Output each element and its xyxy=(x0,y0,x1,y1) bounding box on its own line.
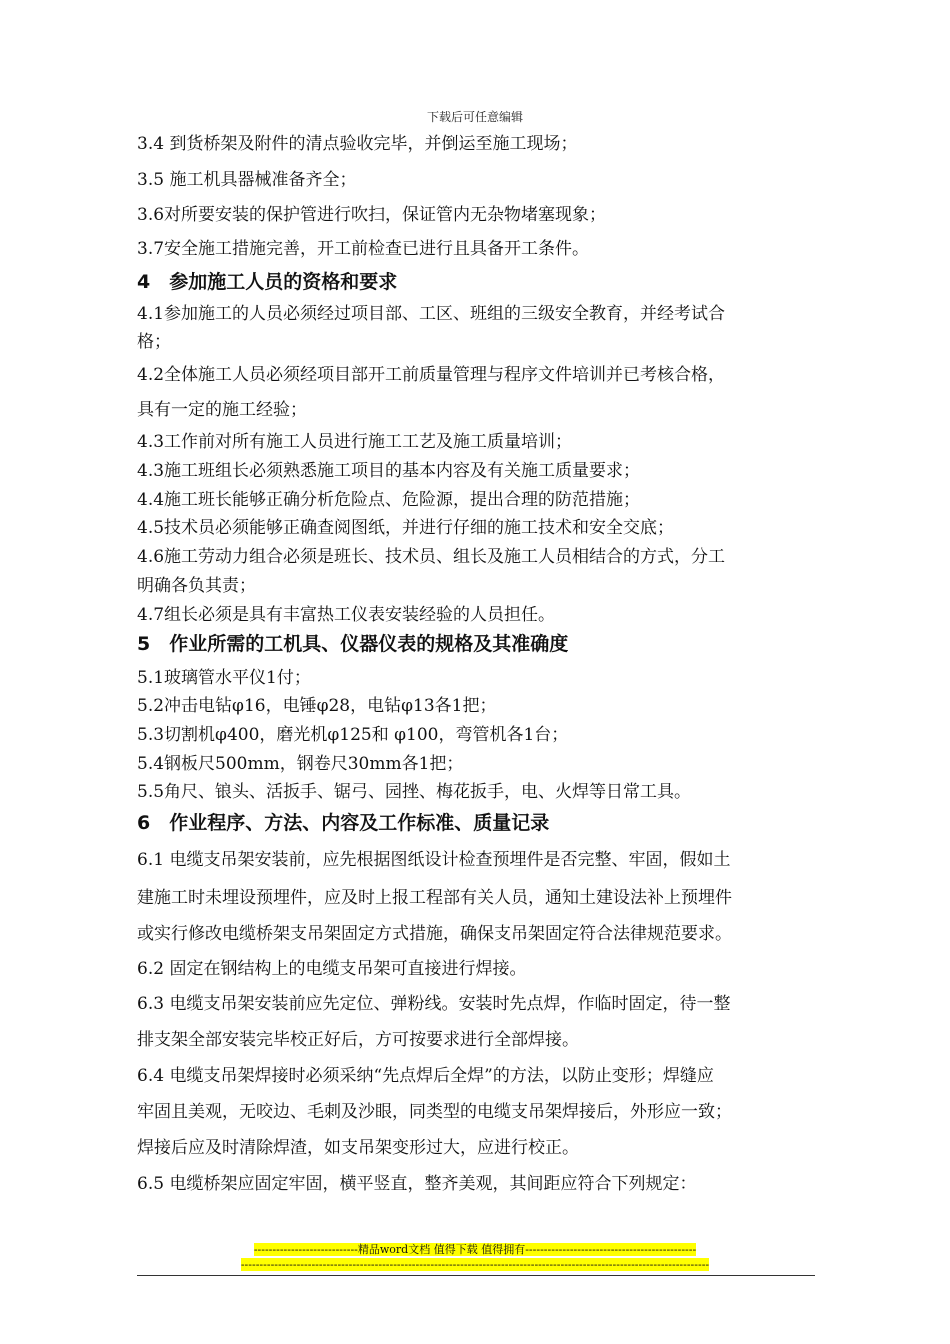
paragraph-line: 具有一定的施工经验； xyxy=(137,400,307,420)
paragraph-line: 格； xyxy=(137,332,171,352)
paragraph-line: 4.5技术员必须能够正确查阅图纸，并进行仔细的施工技术和安全交底； xyxy=(137,518,675,538)
paragraph-line: 6.1 电缆支吊架安装前，应先根据图纸设计检查预埋件是否完整、牢固，假如土 xyxy=(137,850,731,870)
paragraph-line: 牢固且美观，无咬边、毛刺及沙眼，同类型的电缆支吊架焊接后，外形应一致； xyxy=(137,1102,732,1122)
paragraph-line: 3.4 到货桥架及附件的清点验收完毕，并倒运至施工现场； xyxy=(137,134,578,154)
paragraph-line: 排支架全部安装完毕校正好后，方可按要求进行全部焊接。 xyxy=(137,1030,579,1050)
paragraph-line: 5.3切割机φ400，磨光机φ125和 φ100，弯管机各1台； xyxy=(137,725,569,745)
footer-dashes-text: ------------------------------------------------------------------------------------------------------------------------------ xyxy=(240,1258,710,1271)
footer-rule xyxy=(137,1275,815,1276)
paragraph-line: 3.5 施工机具器械准备齐全； xyxy=(137,170,357,190)
paragraph-line: 5.1玻璃管水平仪1付； xyxy=(137,668,311,688)
paragraph-line: 4.7组长必须是具有丰富热工仪表安装经验的人员担任。 xyxy=(137,605,556,625)
paragraph-line: 3.6对所要安装的保护管进行吹扫，保证管内无杂物堵塞现象； xyxy=(137,205,607,225)
paragraph-line: 建施工时未埋设预埋件，应及时上报工程部有关人员，通知土建设法补上预埋件 xyxy=(137,888,732,908)
paragraph-line: 6.5 电缆桥架应固定牢固，横平竖直，整齐美观，其间距应符合下列规定： xyxy=(137,1174,697,1194)
footer-banner xyxy=(0,1241,950,1257)
paragraph-line: 6.2 固定在钢结构上的电缆支吊架可直接进行焊接。 xyxy=(137,959,527,979)
paragraph-line: 4.2全体施工人员必须经项目部开工前质量管理与程序文件培训并已考核合格， xyxy=(137,365,726,385)
footer-dashes xyxy=(0,1258,950,1271)
section-heading: 6 作业程序、方法、内容及工作标准、质量记录 xyxy=(137,812,550,834)
paragraph-line: 4.3施工班组长必须熟悉施工项目的基本内容及有关施工质量要求； xyxy=(137,461,641,481)
section-heading: 4 参加施工人员的资格和要求 xyxy=(137,271,398,293)
paragraph-line: 明确各负其责； xyxy=(137,576,256,596)
paragraph-line: 或实行修改电缆桥架支吊架固定方式措施，确保支吊架固定符合法律规范要求。 xyxy=(137,924,732,944)
page-header: 下载后可任意编辑 xyxy=(426,110,523,124)
paragraph-line: 4.1参加施工的人员必须经过项目部、工区、班组的三级安全教育，并经考试合 xyxy=(137,304,726,324)
paragraph-line: 6.4 电缆支吊架焊接时必须采纳“先点焊后全焊”的方法，以防止变形；焊缝应 xyxy=(137,1066,714,1086)
section-heading: 5 作业所需的工机具、仪器仪表的规格及其准确度 xyxy=(137,633,569,655)
paragraph-line: 5.2冲击电钻φ16，电锤φ28，电钻φ13各1把； xyxy=(137,696,497,716)
paragraph-line: 4.4施工班长能够正确分析危险点、危险源，提出合理的防范措施； xyxy=(137,490,641,510)
paragraph-line: 6.3 电缆支吊架安装前应先定位、弹粉线。安装时先点焊，作临时固定，待一整 xyxy=(137,994,731,1014)
paragraph-line: 焊接后应及时清除焊渣，如支吊架变形过大，应进行校正。 xyxy=(137,1138,579,1158)
footer-banner-text: ----------------------------精品word文档 值得下载 值得拥有---------------------------------------------- xyxy=(253,1243,697,1256)
paragraph-line: 4.6施工劳动力组合必须是班长、技术员、组长及施工人员相结合的方式，分工 xyxy=(137,547,726,567)
paragraph-line: 3.7安全施工措施完善，开工前检查已进行且具备开工条件。 xyxy=(137,239,590,259)
paragraph-line: 5.5角尺、锒头、活扳手、锯弓、园挫、梅花扳手，电、火焊等日常工具。 xyxy=(137,782,692,802)
paragraph-line: 5.4钢板尺500mm，钢卷尺30mm各1把； xyxy=(137,754,464,774)
paragraph-line: 4.3工作前对所有施工人员进行施工工艺及施工质量培训； xyxy=(137,432,573,452)
